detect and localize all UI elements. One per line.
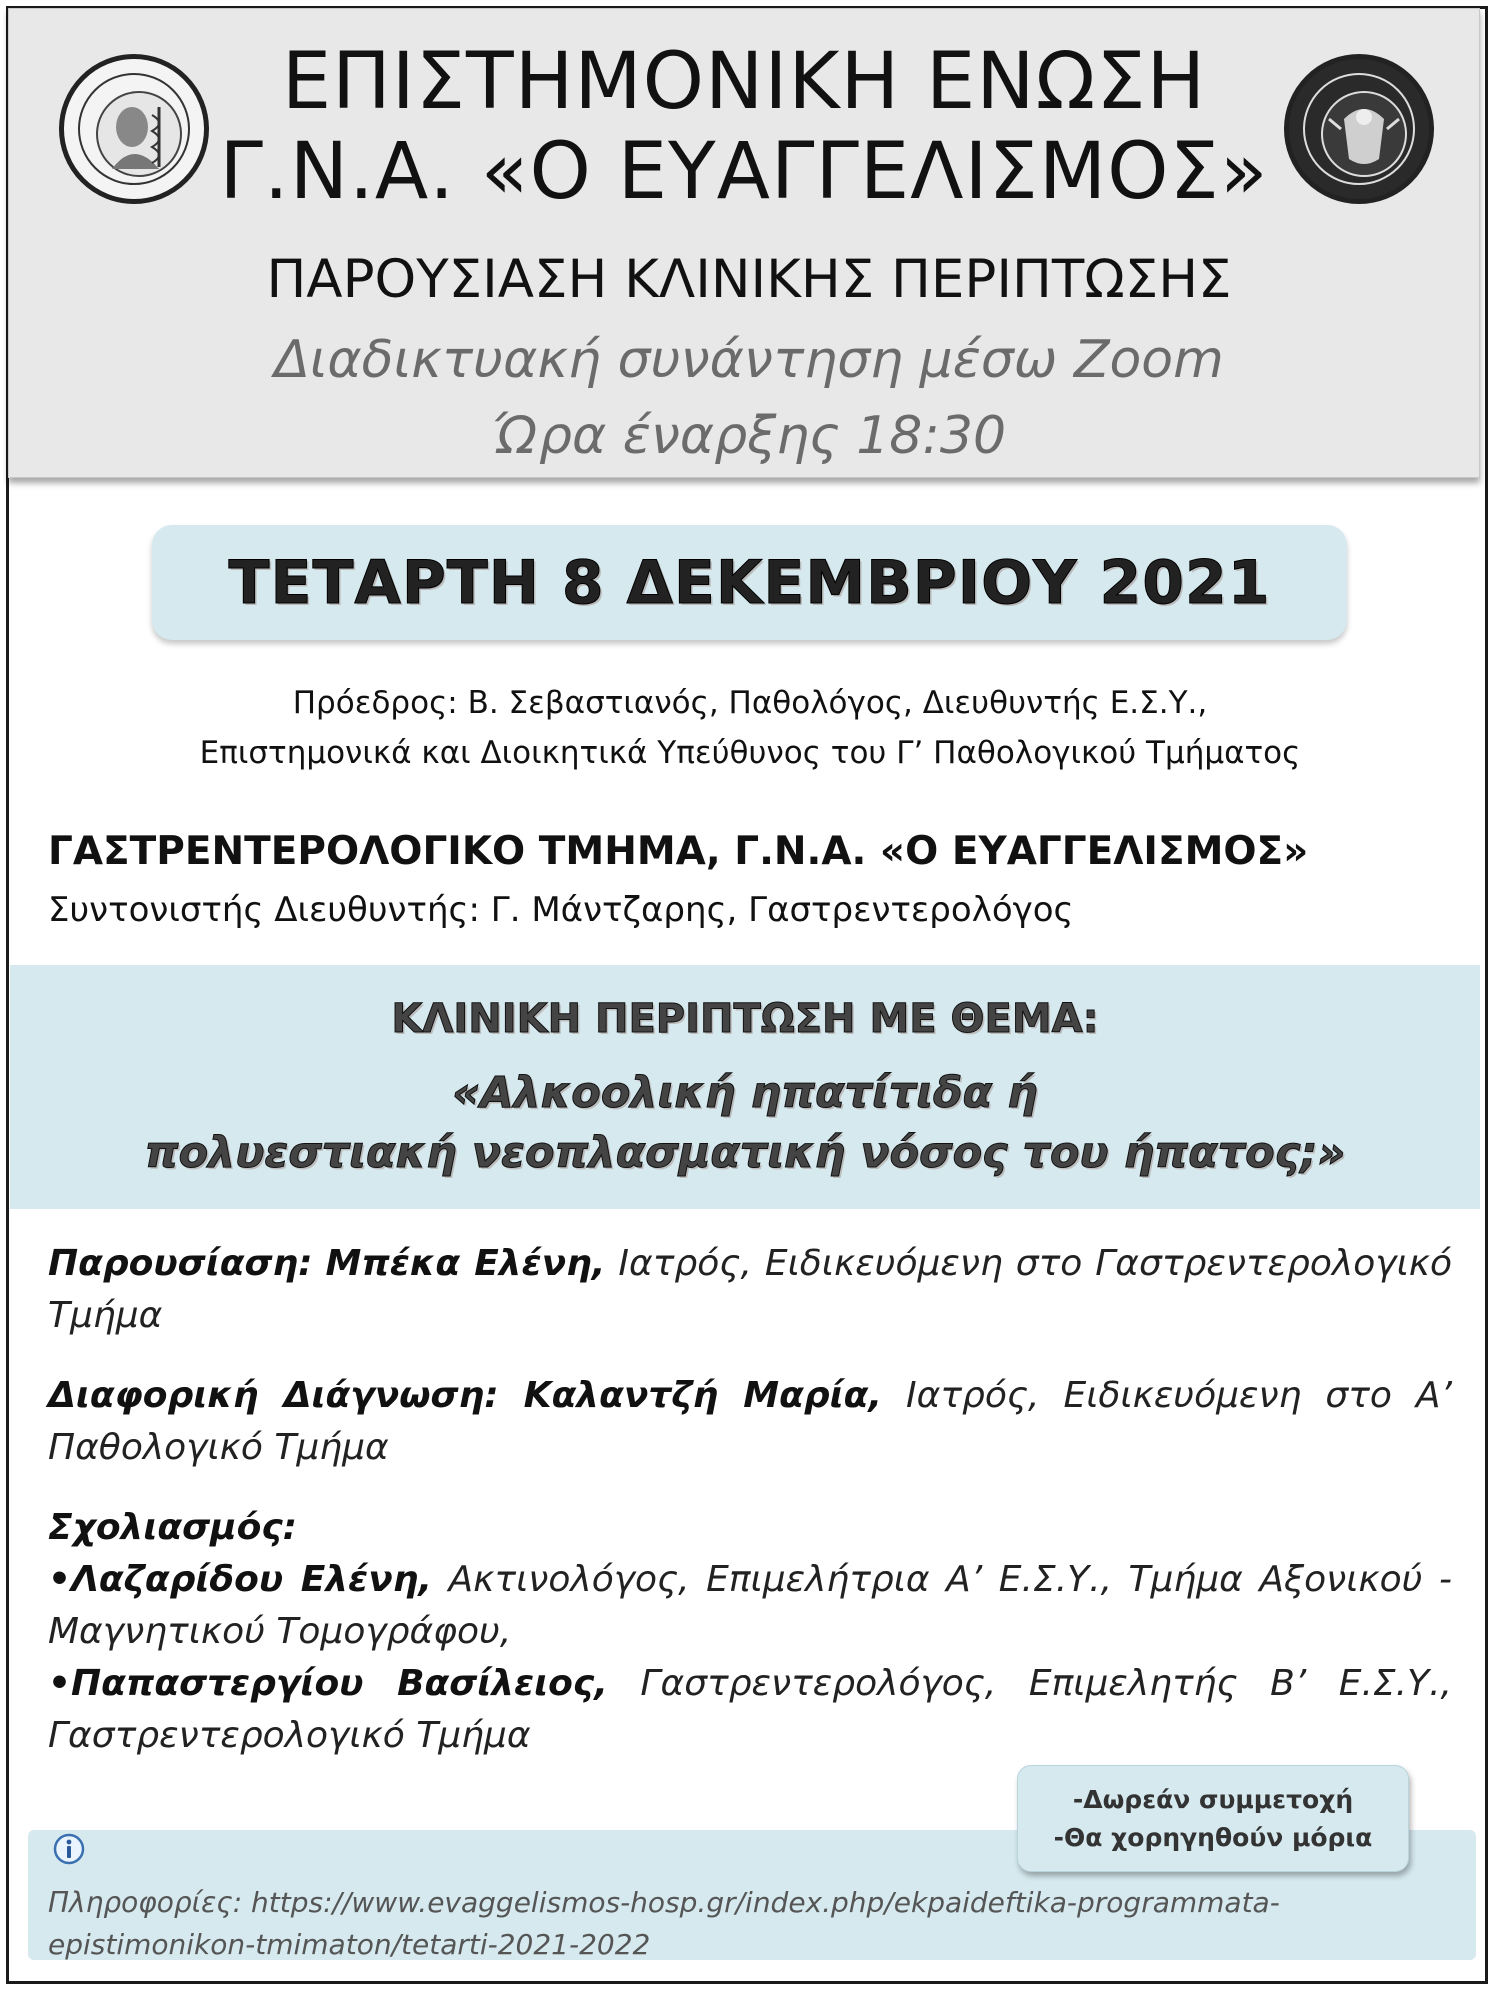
event-date: ΤΕΤΑΡΤΗ 8 ΔΕΚΕΜΒΡΙΟΥ 2021	[228, 547, 1271, 618]
date-banner	[152, 525, 1347, 640]
presentation-label: Παρουσίαση:	[48, 1243, 313, 1284]
department-name: ΓΑΣΤΡΕΝΤΕΡΟΛΟΓΙΚΟ ΤΜΗΜΑ, Γ.Ν.Α. «Ο ΕΥΑΓΓΕΛΙΣΜΟΣ»	[48, 829, 1309, 874]
chair-line2: Επιστημονικά και Διοικητικά Υπεύθυνος του Γ’ Παθολογικού Τμήματος	[199, 735, 1301, 771]
presenter-name: Μπέκα Ελένη,	[325, 1243, 606, 1284]
header-banner	[8, 8, 1480, 478]
commentator-role: Γαστρεντερολόγος, Επιμελητής Β’ Ε.Σ.Υ., Γαστρεντερολογικό Τμήμα	[48, 1663, 1452, 1756]
info-icon	[52, 1832, 86, 1866]
commentator-name: •Λαζαρίδου Ελένη,	[48, 1559, 433, 1600]
commentary-label: Σχολιασμός:	[48, 1507, 298, 1548]
topic-heading: ΚΛΙΝΙΚΗ ΠΕΡΙΠΤΩΣΗ ΜΕ ΘΕΜΑ:	[391, 996, 1099, 1042]
credits-note: -Θα χορηγηθούν μόρια	[1053, 1823, 1373, 1852]
meeting-mode: Διαδικτυακή συνάντηση μέσω Zoom	[274, 330, 1224, 390]
participation-note	[1017, 1765, 1409, 1872]
topic-band	[10, 965, 1480, 1209]
topic-title-line2: πολυεστιακή νεοπλασματική νόσος του ήπατος;»	[144, 1128, 1346, 1178]
presentation-block	[48, 1238, 1452, 1342]
differential-block	[48, 1370, 1452, 1474]
coordinator: Συντονιστής Διευθυντής: Γ. Μάντζαρης, Γαστρεντερολόγος	[48, 890, 1074, 930]
presenter-role: Ιατρός, Ειδικευόμενη στο Γαστρεντερολογικό Τμήμα	[48, 1243, 1452, 1336]
header-title-line2: Γ.Ν.Α. «Ο ΕΥΑΓΓΕΛΙΣΜΟΣ»	[219, 127, 1269, 217]
commentary-block	[48, 1502, 1452, 1762]
free-participation: -Δωρεάν συμμετοχή	[1072, 1785, 1354, 1814]
commentator-role: Ακτινολόγος, Επιμελήτρια Α’ Ε.Σ.Υ., Τμήμα Αξονικού - Μαγνητικού Τομογράφου,	[48, 1559, 1452, 1652]
commentator-item	[48, 1554, 1452, 1658]
topic-title-line1: «Αλκοολική ηπατίτιδα ή	[452, 1068, 1038, 1118]
commentator-name: •Παπαστεργίου Βασίλειος,	[48, 1663, 608, 1704]
header-title-line1: ΕΠΙΣΤΗΜΟΝΙΚΗ ΕΝΩΣΗ	[281, 37, 1207, 127]
header-subtitle: ΠΑΡΟΥΣΙΑΣΗ ΚΛΙΝΙΚΗΣ ΠΕΡΙΠΤΩΣΗΣ	[266, 249, 1232, 310]
differential-role: Ιατρός, Ειδικευόμενη στο Α’ Παθολογικό Τμήμα	[48, 1375, 1452, 1468]
info-link-text[interactable]: Πληροφορίες: https://www.evaggelismos-hosp.gr/index.php/ekpaideftika-programmata-epistimonikon-tmimaton/tetarti-2021-2022	[48, 1886, 1280, 1961]
commentator-item	[48, 1658, 1452, 1762]
differential-label: Διαφορική Διάγνωση:	[48, 1375, 499, 1416]
chair-line1: Πρόεδρος: Β. Σεβαστιανός, Παθολόγος, Διευθυντής Ε.Σ.Υ.,	[292, 685, 1208, 721]
start-time: Ώρα έναρξης 18:30	[491, 406, 1007, 466]
differential-name: Καλαντζή Μαρία,	[498, 1375, 883, 1416]
